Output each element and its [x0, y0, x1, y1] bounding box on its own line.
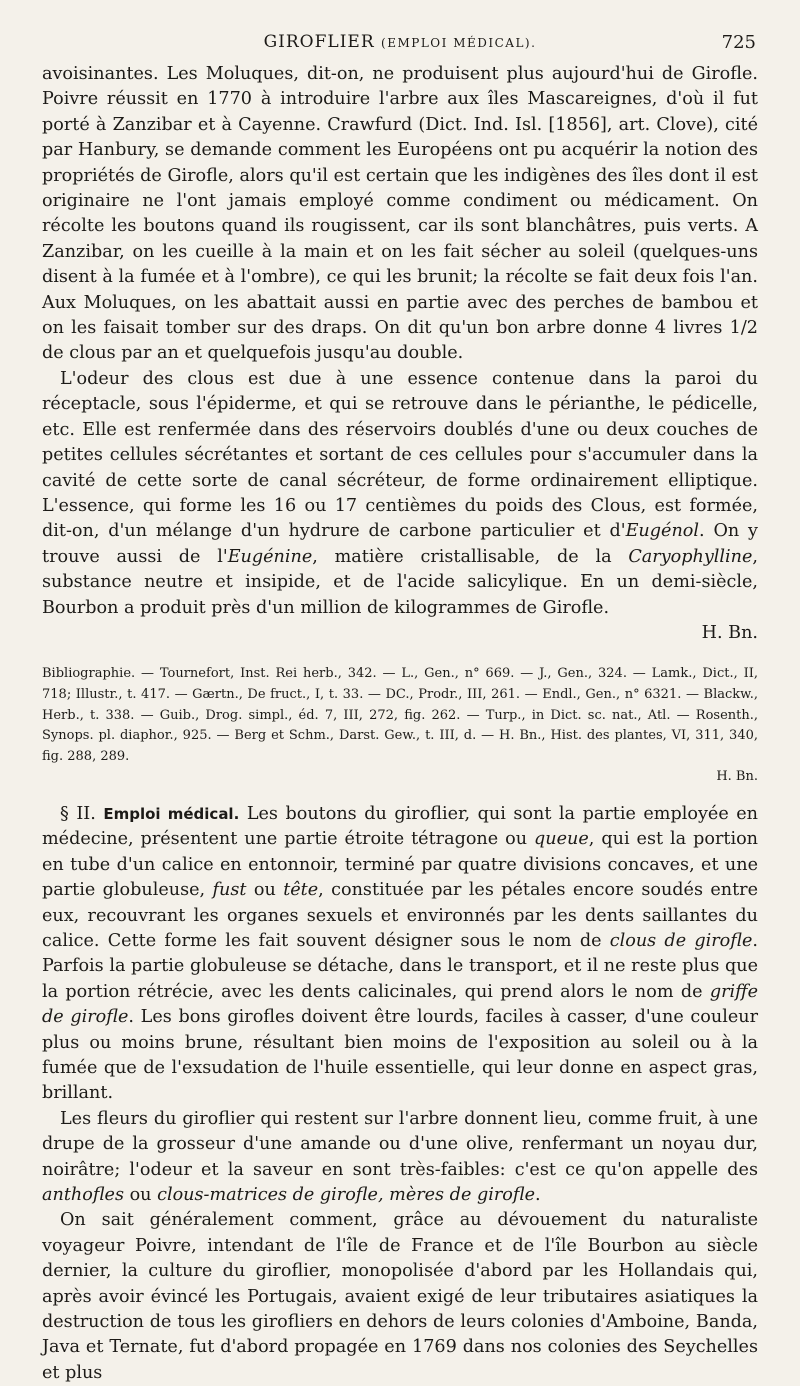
running-title: [0, 32, 800, 52]
paragraph-1: avoisinantes. Les Moluques, dit-on, ne produisent plus aujourd'hui de Girofle. Poivre réussit en 1770 à introduire l'arbre aux îles Mascareignes, d'où il fut porté à Zanzibar et à Cayenne. Crawfurd (Dict. Ind. Isl. [1856], art. Clove), cité par Hanbury, se demande comment les Européens ont pu acquérir la notion des propriétés de Girofle, alors qu'il est certain que les indigènes des îles dont il est originaire ne l'ont jamais employé comme condiment ou médicament. On récolte les boutons quand ils rougissent, car ils sont blanchâtres, puis verts. A Zanzibar, on les cueille à la main et on les fait sécher au soleil (quelques-uns disent à la fumée et à l'ombre), ce qui les brunit; la récolte se fait deux fois l'an. Aux Moluques, on les abattait aussi en partie avec des perches de bambou et on les faisait tomber sur des draps. On dit qu'un bon arbre donne 4 livres 1/2 de clous par an et quelquefois jusqu'au double.: [42, 64, 758, 364]
paragraph-5: On sait généralement comment, grâce au dévouement du naturaliste voyageur Poivre, intendant de l'île de France et de l'île Bourbon au siècle dernier, la culture du giroflier, monopolisée d'abord par les Hollandais qui, après avoir évincé les Portugais, avaient exigé de leur tributaires asiatiques la destruction de tous les girofliers en dehors de leurs colonies d'Amboine, Banda, Java et Ternate, fut d'abord propagée en 1769 dans nos colonies des Seychelles et plus: [42, 1210, 758, 1383]
bibliography: Bibliographie. — Tournefort, Inst. Rei herb., 342. — L., Gen., n° 669. — J., Gen., 324. — Lamk., Dict., II, 718; Illustr., t. 417. — Gærtn., De fruct., I, t. 33. — DC., Prodr., III, 261. — Endl., Gen., n° 6321. — Blackw., Herb., t. 338. — Guib., Drog. simpl., éd. 7, III, 272, fig. 262. — Turp., in Dict. sc. nat., Atl. — Rosenth., Synops. pl. diaphor., 925. — Berg et Schm., Darst. Gew., t. III, d. — H. Bn., Hist. des plantes, VI, 311, 340, fig. 288, 289. H. Bn.: [42, 664, 758, 788]
paragraph-4: Les fleurs du giroflier qui restent sur l'arbre donnent lieu, comme fruit, à une drupe de la grosseur d'une amande ou d'une olive, renfermant un noyau dur, noirâtre; l'odeur et la saveur en sont très-faibles: c'est ce qu'on appelle des anthofles ou clous-matrices de girofle, mères de girofle.: [42, 1108, 758, 1205]
section-title: Emploi médical.: [103, 804, 240, 823]
section-mark: § II.: [60, 803, 96, 824]
body-text: [42, 62, 758, 1386]
author-signature: H. Bn.: [701, 622, 758, 643]
page-number: 725: [721, 32, 756, 53]
running-title-sub: (EMPLOI MÉDICAL).: [381, 36, 537, 50]
bibliography-signature: H. Bn.: [716, 769, 758, 785]
paragraph-3: § II. Emploi médical. Les boutons du giroflier, qui sont la partie employée en médecine, présentent une partie étroite tétragone ou queue, qui est la portion en tube d'un calice en entonnoir, terminé par quatre divisions concaves, et une partie globuleuse, fust ou tête, constituée par les pétales encore soudés entre eux, recouvrant les organes sexuels et environnés par les dents saillantes du calice. Cette forme les fait souvent désigner sous le nom de clous de girofle. Parfois la partie globuleuse se détache, dans le transport, et il ne reste plus que la portion rétrécie, avec les dents calicinales, qui prend alors le nom de griffe de girofle. Les bons girofles doivent être lourds, faciles à casser, d'une couleur plus ou moins brune, résultant bien moins de l'exposition au soleil ou à la fumée que de l'exsudation de l'huile essentielle, qui leur donne en aspect gras, brillant.: [42, 803, 759, 1104]
running-title-main: GIROFLIER: [263, 32, 375, 52]
paragraph-2: L'odeur des clous est due à une essence contenue dans la paroi du réceptacle, sous l'épiderme, et qui se retrouve dans le périanthe, le pédicelle, etc. Elle est renfermée dans des réservoirs doublés d'une ou deux couches de petites cellules sécrétantes et sortant de ces cellules pour s'accumuler dans la cavité de cette sorte de canal sécréteur, de forme ordinairement elliptique. L'essence, qui forme les 16 ou 17 centièmes du poids des Clous, est formée, dit-on, d'un mélange d'un hydrure de carbone particulier et d'Eugénol. On y trouve aussi de l'Eugénine, matière cristallisable, de la Caryophylline, substance neutre et insipide, et de l'acide salicylique. En un demi-siècle, Bourbon a produit près d'un million de kilogrammes de Girofle. H. Bn.: [42, 367, 758, 646]
running-header: [0, 30, 800, 56]
